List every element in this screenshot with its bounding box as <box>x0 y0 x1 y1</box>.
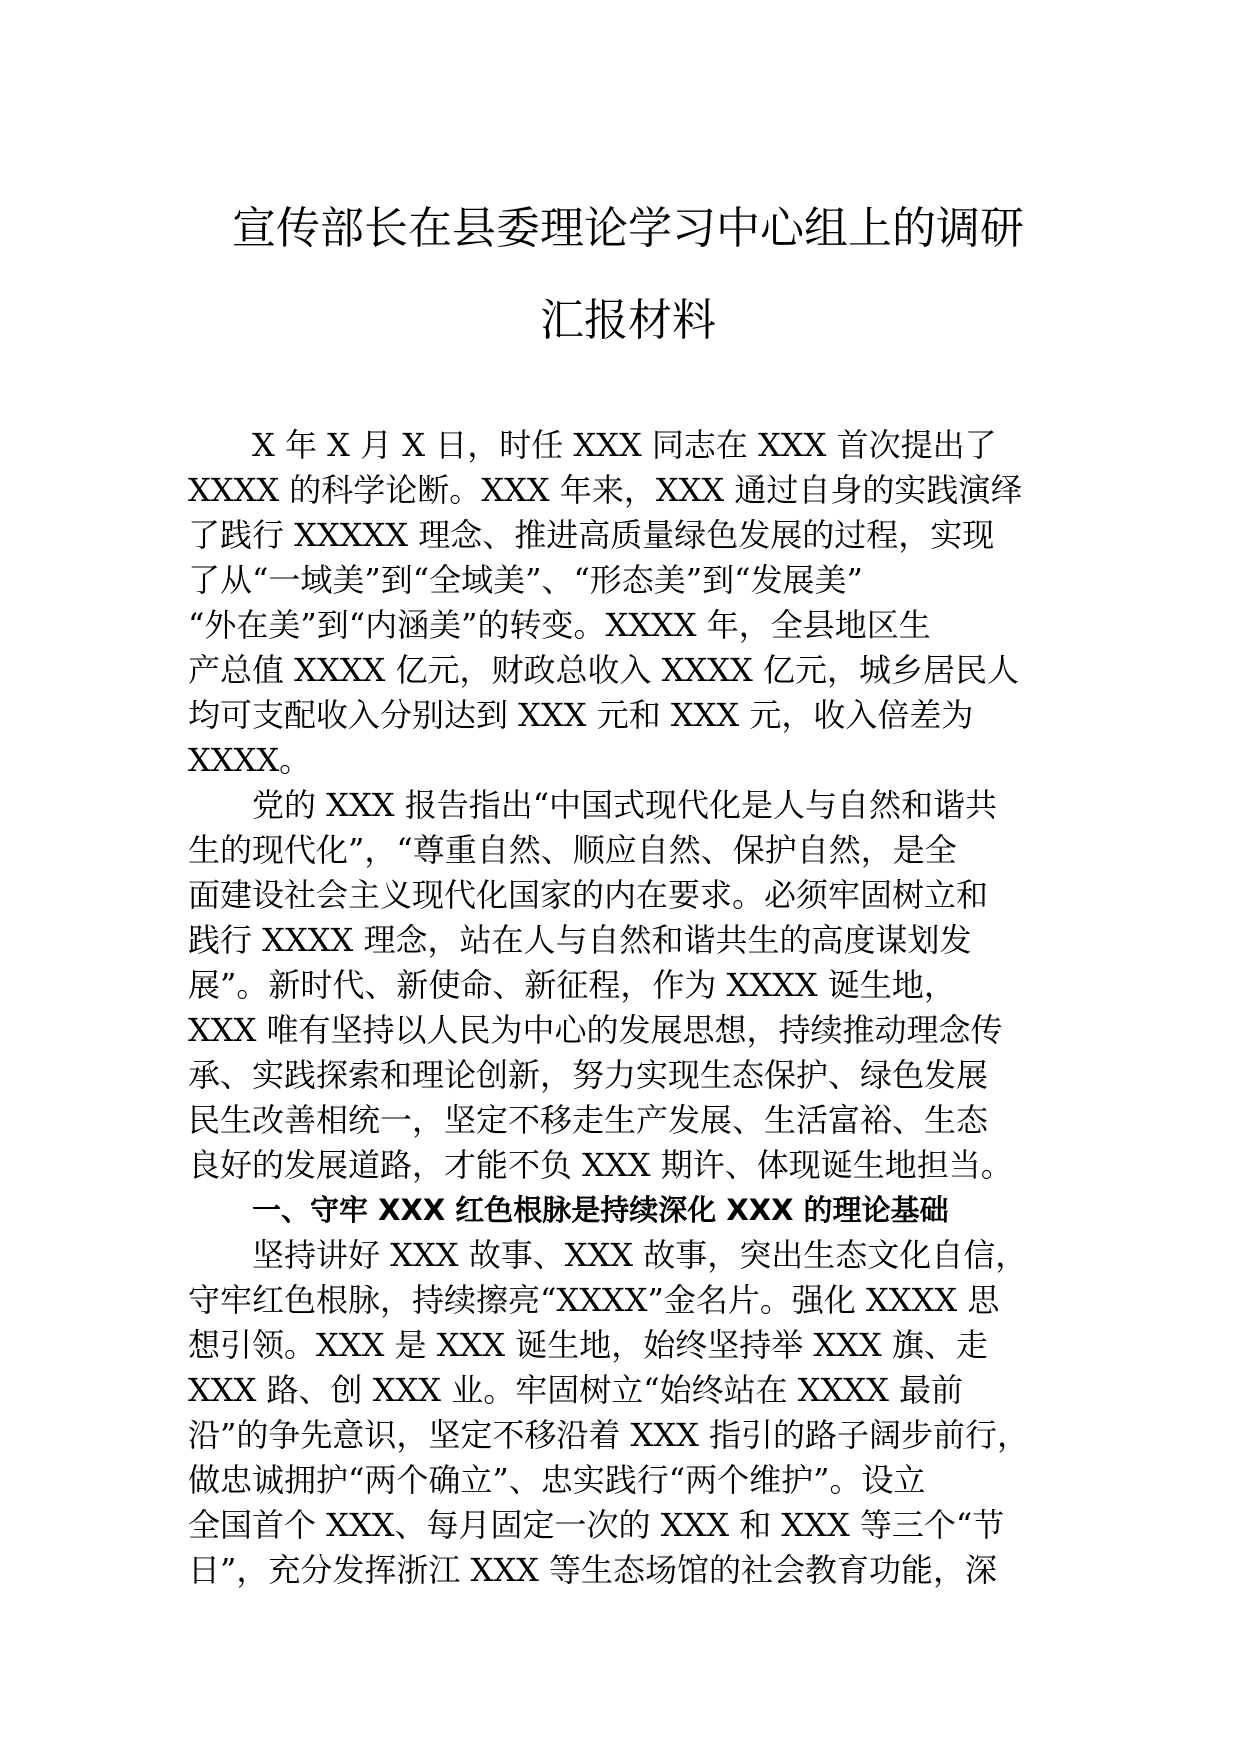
text-line: 均可支配收入分别达到 XXX 元和 XXX 元，收入倍差为 <box>188 696 974 734</box>
document-title <box>188 183 1068 367</box>
text-line: “外在美”到“内涵美”的转变。XXXX 年，全县地区生 <box>188 606 931 644</box>
paragraph-report-quote <box>188 783 1058 1188</box>
text-line: 生的现代化”，“尊重自然、顺应自然、保护自然，是全 <box>188 831 957 869</box>
text-line: 承、实践探索和理论创新，努力实现生态保护、绿色发展 <box>188 1056 989 1094</box>
text-line: 民生改善相统一，坚定不移走生产发展、生活富裕、生态 <box>188 1101 989 1139</box>
text-line: XXXX。 <box>188 741 312 779</box>
document-body <box>188 423 1058 1593</box>
text-line: X 年 X 月 X 日，时任 XXX 同志在 XXX 首次提出了 <box>252 426 997 464</box>
text-line: 做忠诚拥护“两个确立”、忠实践行“两个维护”。设立 <box>188 1461 926 1499</box>
text-line: 产总值 XXXX 亿元，财政总收入 XXXX 亿元，城乡居民人 <box>188 651 1019 689</box>
text-line: XXX 路、创 XXX 业。牢固树立“始终站在 XXXX 最前 <box>188 1371 964 1409</box>
text-line: 良好的发展道路，才能不负 XXX 期许、体现诞生地担当。 <box>188 1146 1013 1184</box>
paragraph-section-one <box>188 1233 1058 1593</box>
text-line: 日”，充分发挥浙江 XXX 等生态场馆的社会教育功能，深 <box>188 1551 998 1589</box>
text-line: 了从“一域美”到“全域美”、“形态美”到“发展美” <box>188 561 863 599</box>
text-line: 党的 XXX 报告指出“中国式现代化是人与自然和谐共 <box>252 786 998 824</box>
text-line: 全国首个 XXX、每月固定一次的 XXX 和 XXX 等三个“节 <box>188 1506 1005 1544</box>
title-line-1: 宣传部长在县委理论学习中心组上的调研 <box>232 203 1024 254</box>
text-line: 展”。新时代、新使命、新征程，作为 XXXX 诞生地， <box>188 966 956 1004</box>
text-line: 践行 XXXX 理念，站在人与自然和谐共生的高度谋划发 <box>188 921 972 959</box>
section-heading: 一、守牢 XXX 红色根脉是持续深化 XXX 的理论基础 <box>252 1193 949 1227</box>
text-line: XXXX 的科学论断。XXX 年来，XXX 通过自身的实践演绎 <box>188 471 1023 509</box>
text-line: 沿”的争先意识，坚定不移沿着 XXX 指引的路子阔步前行， <box>188 1416 1030 1454</box>
text-line: 想引领。XXX 是 XXX 诞生地，始终坚持举 XXX 旗、走 <box>188 1326 988 1364</box>
text-line: XXX 唯有坚持以人民为中心的发展思想，持续推动理念传 <box>188 1011 1003 1049</box>
text-line: 坚持讲好 XXX 故事、XXX 故事，突出生态文化自信， <box>252 1236 1028 1274</box>
text-line: 面建设社会主义现代化国家的内在要求。必须牢固树立和 <box>188 876 989 914</box>
text-line: 守牢红色根脉，持续擦亮“XXXX”金名片。强化 XXXX 思 <box>188 1281 1000 1319</box>
title-line-2: 汇报材料 <box>540 295 716 346</box>
text-line: 了践行 XXXXX 理念、推进高质量绿色发展的过程，实现 <box>188 516 995 554</box>
paragraph-intro <box>188 423 1058 783</box>
